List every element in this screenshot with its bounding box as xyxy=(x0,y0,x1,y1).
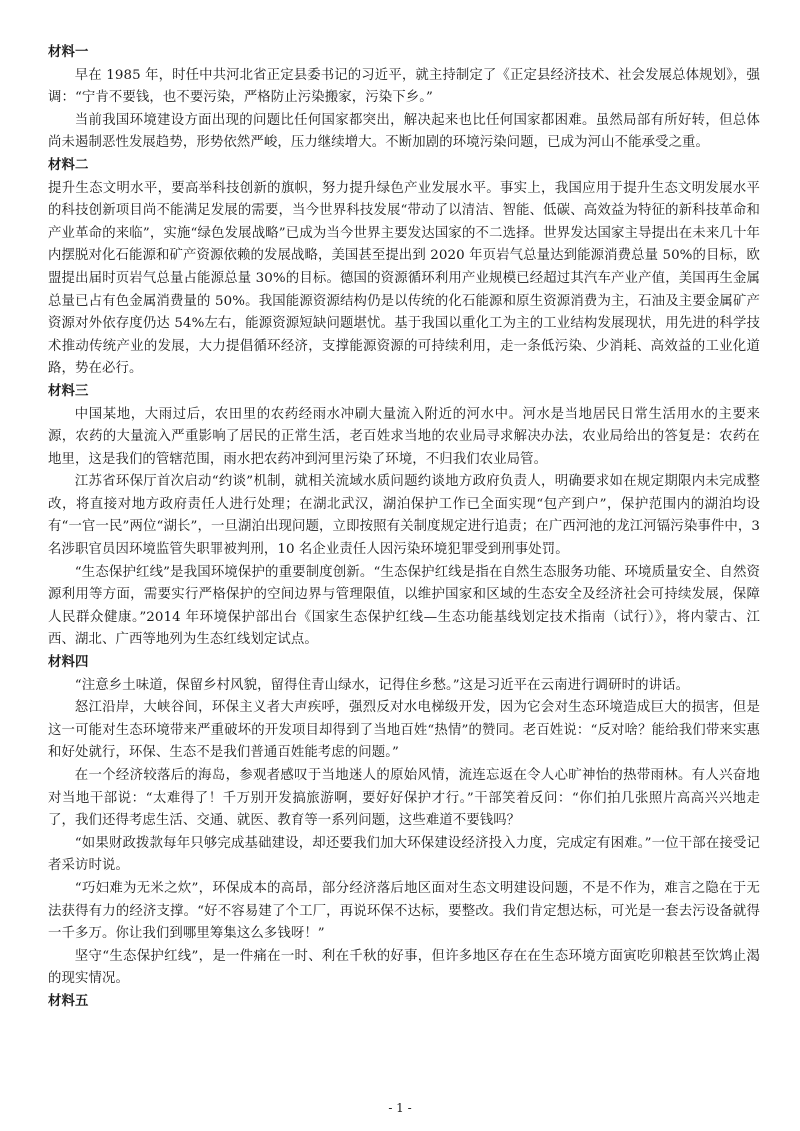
body-paragraph: 怒江沿岸，大峡谷间，环保主义者大声疾呼，强烈反对水电梯级开发，因为它会对生态环境造成巨大的损害，但是这一可能对生态环境带来严重破坏的开发项目却得到了当地百姓“热情”的赞同。老百姓说：“反对啥？能给我们带来实惠和好处就行，环保、生态不是我们普通百姓能考虑的问题。” xyxy=(48,700,760,761)
body-paragraph: 早在 1985 年，时任中共河北省正定县委书记的习近平，就主持制定了《正定县经济技术、社会发展总体规划》，强调：“宁肯不要钱，也不要污染，严格防止污染搬家，污染下乡。” xyxy=(48,67,760,106)
body-paragraph: 提升生态文明水平，要高举科技创新的旗帜，努力提升绿色产业发展水平。事实上，我国应用于提升生态文明发展水平的科技创新项目尚不能满足发展的需要，当今世界科技发展“带动了以清洁、智能、低碳、高效益为特征的新科技革命和产业革命的来临”，实施“绿色发展战略”已成为当今世界主要发达国家的不二选择。世界发达国家主导提出在未来几十年内摆脱对化石能源和矿产资源依赖的发展战略，美国甚至提出到 2020 年页岩气总量达到能源消费总量 50%的目标，欧盟提出届时页岩气总量占能源总量 30%的目标。德国的资源循环利用产业规模已经超过其汽车产业产值，美国再生金属总量已占有色金属消费量的 50%。我国能源资源结构仍是以传统的化石能源和原生资源消费为主，石油及主要金属矿产资源对外依存度仍达 54%左右，能源资源短缺问题堪忧。基于我国以重化工为主的工业结构发展现状，用先进的科学技术推动传统产业的发展，大力提倡循环经济，支撑能源资源的可持续利用，走一条低污染、少消耗、高效益的工业化道路，势在必行。 xyxy=(48,180,760,377)
section-heading: 材料一 xyxy=(48,45,89,60)
section-heading: 材料三 xyxy=(48,383,89,399)
page-number: - 1 - xyxy=(388,1101,412,1115)
body-paragraph: “巧妇难为无米之炊”，环保成本的高昂，部分经济落后地区面对生态文明建设问题，不是不作为，难言之隐在于无法获得有力的经济支撑。“好不容易建了个工厂，再说环保不达标，要整改。我们肯定想达标，可光是一套去污设备就得一千多万。你让我们到哪里筹集这么多钱呀！” xyxy=(48,880,760,942)
document-body xyxy=(48,42,760,1014)
body-paragraph: 中国某地，大雨过后，农田里的农药经雨水冲刷大量流入附近的河水中。河水是当地居民日常生活用水的主要来源，农药的大量流入严重影响了居民的正常生活，老百姓求当地的农业局寻求解决办法，农业局给出的答复是：农药在地里，这是我们的管辖范围，雨水把农药冲到河里污染了环境，不归我们农业局管。 xyxy=(48,406,760,467)
body-paragraph: 江苏省环保厅首次启动“约谈”机制，就相关流域水质问题约谈地方政府负责人，明确要求如在规定期限内未完成整改，将直接对地方政府责任人进行处理；在湖北武汉，湖泊保护工作已全面实现“包产到户”，保护范围内的湖泊均设有“一官一民”两位“湖长”，一旦湖泊出现问题，立即按照有关制度规定进行追责；在广西河池的龙江河镉污染事件中，3 名涉职官员因环境监管失职罪被判刑，10 名企业责任人因污染环境犯罪受到刑事处罚。 xyxy=(48,474,760,558)
body-paragraph: 当前我国环境建设方面出现的问题比任何国家都突出，解决起来也比任何国家都困难。虽然局部有所好转，但总体尚未遏制恶性发展趋势，形势依然严峻，压力继续增大。不断加剧的环境污染问题，已成为河山不能承受之重。 xyxy=(48,112,760,151)
body-paragraph: “如果财政拨款每年只够完成基础建设，却还要我们加大环保建设经济投入力度，完成定有困难。”一位干部在接受记者采访时说。 xyxy=(48,835,760,874)
section-heading: 材料二 xyxy=(48,157,89,173)
section-heading: 材料四 xyxy=(48,655,89,671)
body-paragraph: 坚守“生态保护红线”，是一件痛在一时、利在千秋的好事，但许多地区存在在生态环境方面寅吃卯粮甚至饮鸩止渴的现实情况。 xyxy=(48,948,760,987)
body-paragraph: “注意乡土味道，保留乡村风貌，留得住青山绿水，记得住乡愁。”这是习近平在云南进行调研时的讲话。 xyxy=(74,677,690,693)
section-heading: 材料五 xyxy=(48,993,89,1009)
body-paragraph: 在一个经济较落后的海岛，参观者感叹于当地迷人的原始风情，流连忘返在令人心旷神怡的热带雨林。有人兴奋地对当地干部说：“太难得了！千万别开发搞旅游啊，要好好保护才行。”干部笑着反问：“你们拍几张照片高高兴兴地走了，我们还得考虑生活、交通、就医、教育等一系列问题，这些难道不要钱吗？ xyxy=(48,768,760,829)
body-paragraph: “生态保护红线”是我国环境保护的重要制度创新。“生态保护红线是指在自然生态服务功能、环境质量安全、自然资源利用等方面，需要实行严格保护的空间边界与管理限值，以维护国家和区域的生态安全及经济社会可持续发展，保障人民群众健康。”2014 年环境保护部出台《国家生态保护红线—生态功能基线划定技术指南（试行）》，将内蒙古、江西、湖北、广西等地列为生态红线划定试点。 xyxy=(48,564,760,648)
